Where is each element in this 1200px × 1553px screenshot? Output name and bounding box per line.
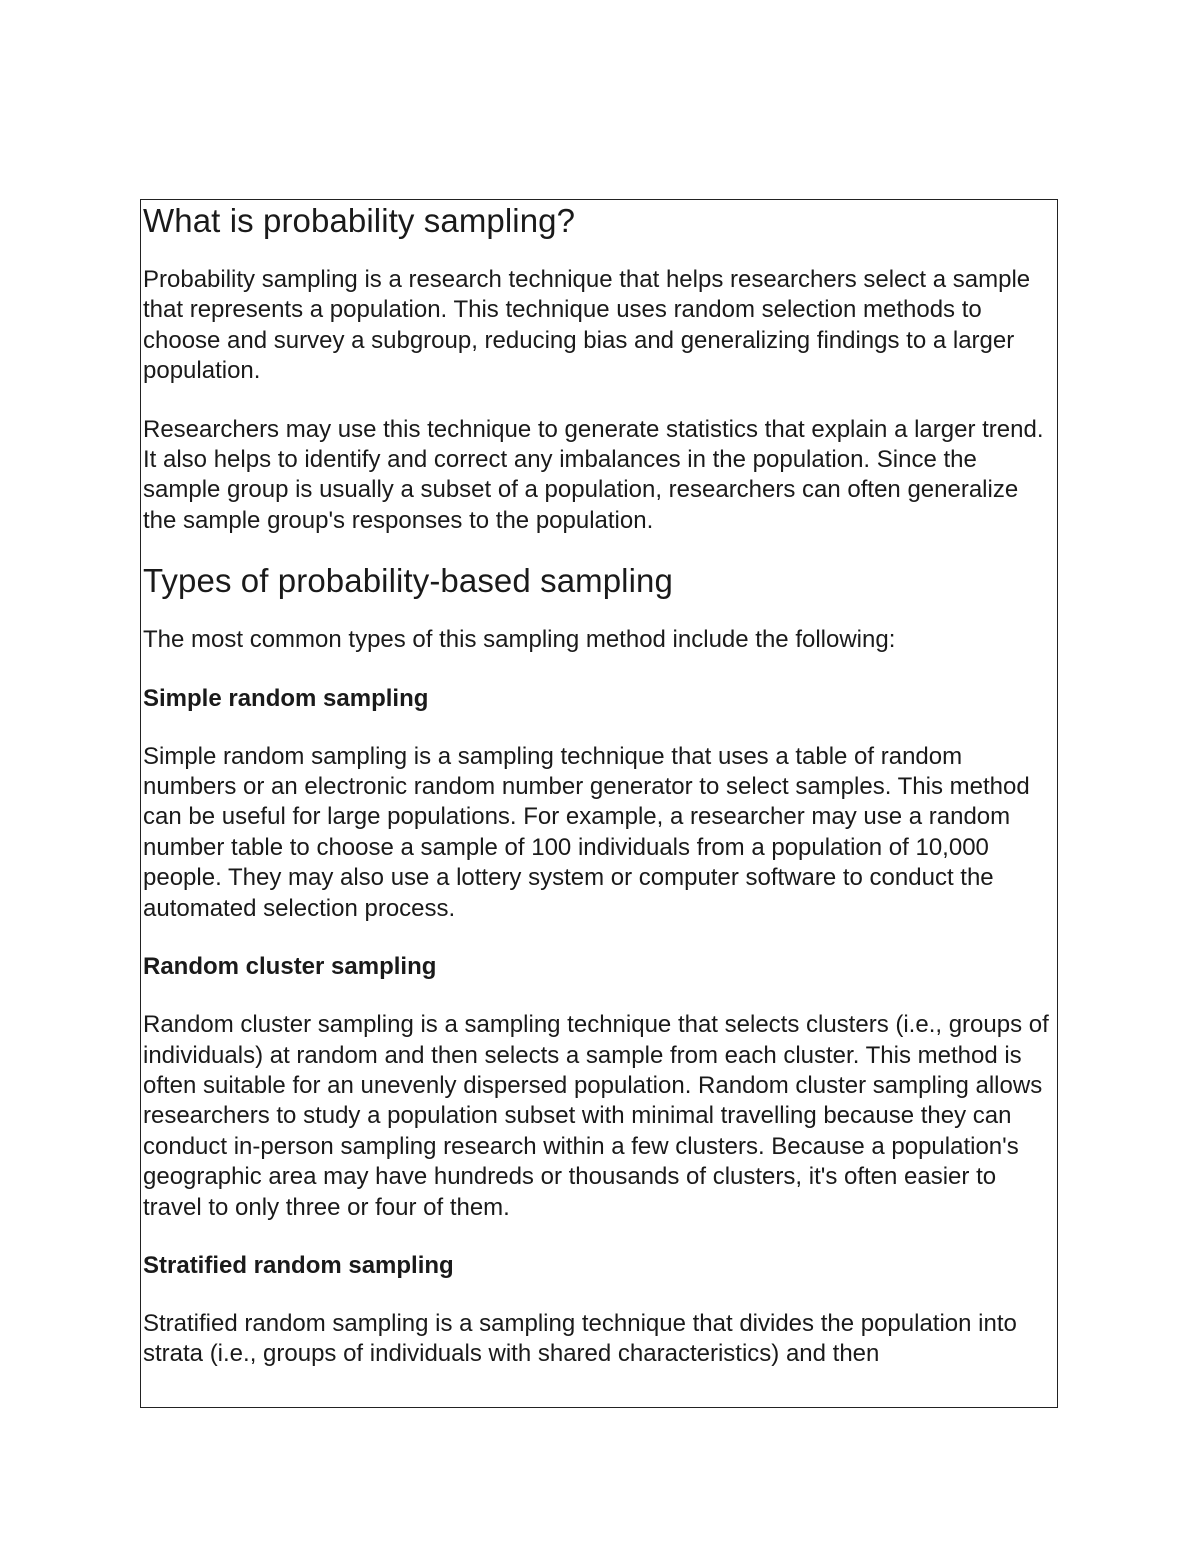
intro-paragraph-2: Researchers may use this technique to generate statistics that explain a larger trend. It also helps to identify and correct any imbalances in the population. Since the sample group is usually a subset of a population, researchers can often generalize the sample group's responses to the population.: [143, 415, 1044, 534]
subheading-stratified-random: Stratified random sampling: [143, 1251, 454, 1279]
page-title: What is probability sampling?: [143, 202, 576, 239]
subheading-simple-random: Simple random sampling: [143, 684, 429, 712]
document-content: [141, 201, 1057, 1370]
paragraph-stratified-random: Stratified random sampling is a sampling technique that divides the population into strata (i.e., groups of individuals with shared characteristics) and then: [143, 1309, 1017, 1368]
paragraph-random-cluster: Random cluster sampling is a sampling technique that selects clusters (i.e., groups of individuals) at random and then selects a sample from each cluster. This method is often suitable for an unevenly dispersed population. Random cluster sampling allows researchers to study a population subset with minimal travelling because they can conduct in-person sampling research within a few clusters. Because a population's geographic area may have hundreds or thousands of clusters, it's often easier to travel to only three or four of them.: [143, 1011, 1049, 1221]
intro-paragraph-1: Probability sampling is a research technique that helps researchers select a sample that represents a population. This technique uses random selection methods to choose and survey a subgroup, reducing bias and generalizing findings to a larger population.: [143, 266, 1031, 385]
subheading-random-cluster: Random cluster sampling: [143, 953, 437, 981]
types-intro-paragraph: The most common types of this sampling method include the following:: [143, 626, 896, 654]
section-heading-types: Types of probability-based sampling: [143, 562, 673, 600]
paragraph-simple-random: Simple random sampling is a sampling technique that uses a table of random numbers or an electronic random number generator to select samples. This method can be useful for large populations. For example, a researcher may use a random number table to choose a sample of 100 individuals from a population of 10,000 people. They may also use a lottery system or computer software to conduct the automated selection process.: [143, 742, 1030, 922]
page-frame: [140, 199, 1058, 1408]
